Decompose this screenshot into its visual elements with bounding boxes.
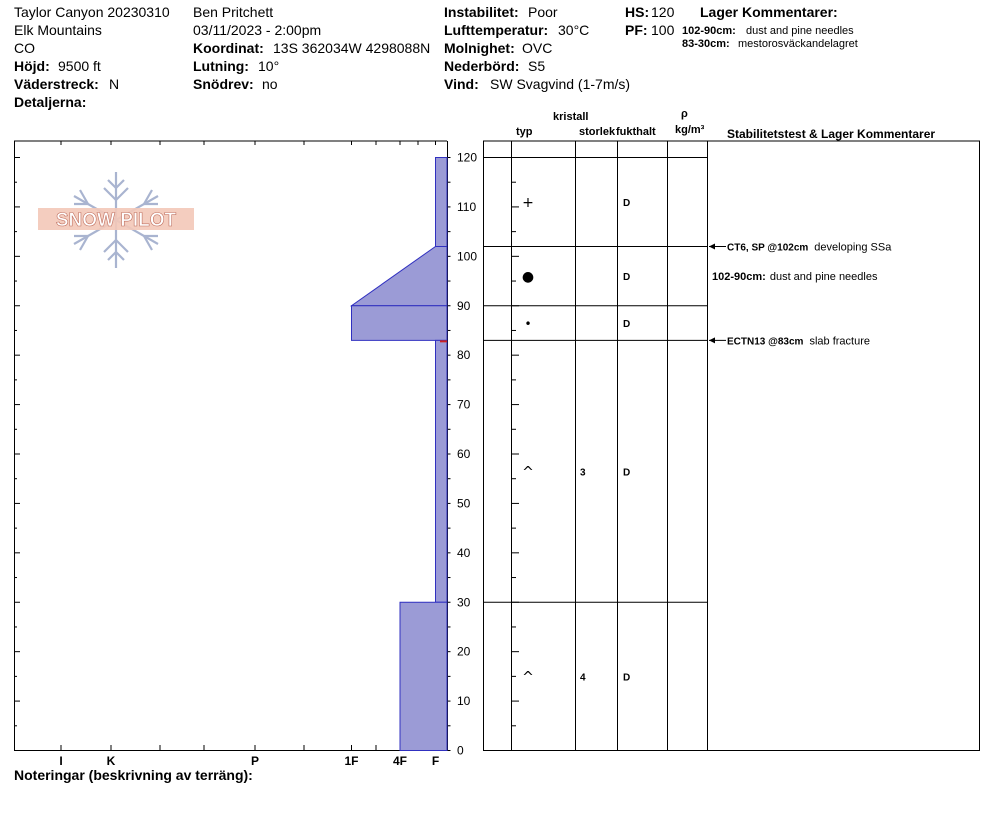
wind-value: SW Svagvind (1-7m/s) bbox=[490, 76, 631, 92]
moisture-value: D bbox=[623, 467, 631, 479]
moisture-value: D bbox=[623, 319, 631, 331]
depth-tick-label: 80 bbox=[457, 348, 471, 363]
depth-tick-label: 90 bbox=[457, 298, 471, 313]
depth-tick-label: 120 bbox=[457, 150, 478, 165]
layer-comment-text: dust and pine needles bbox=[769, 271, 878, 284]
depth-tick-label: 50 bbox=[457, 496, 471, 511]
column-typ: typ bbox=[516, 126, 533, 138]
layer-comment-range-2: 83-30cm: bbox=[682, 38, 730, 50]
hardness-tick-label: K bbox=[106, 754, 116, 768]
test-arrow-head bbox=[709, 243, 715, 249]
elevation-label: Höjd: bbox=[14, 58, 50, 74]
wind-label: Vind: bbox=[444, 76, 479, 92]
state: CO bbox=[14, 40, 35, 56]
column-density-unit: kg/m³ bbox=[675, 124, 705, 136]
drift-label: Snödrev: bbox=[193, 76, 254, 92]
precip-label: Nederbörd: bbox=[444, 58, 520, 74]
snowpilot-logo bbox=[38, 170, 194, 270]
terrain-notes-label: Noteringar (beskrivning av terräng): bbox=[14, 767, 253, 783]
layer-comment-range-1: 102-90cm: bbox=[682, 25, 736, 37]
layer-comment-text-2: mestorosväckandelagret bbox=[738, 38, 858, 50]
coordinate-value: 13S 362034W 4298088N bbox=[273, 40, 431, 56]
depth-tick-label: 100 bbox=[457, 249, 478, 264]
depth-tick-label: 10 bbox=[457, 694, 471, 709]
observer: Ben Pritchett bbox=[193, 4, 274, 20]
elevation-value: 9500 ft bbox=[58, 58, 101, 74]
stability-test-comment: slab fracture bbox=[809, 335, 870, 348]
mountain-range: Elk Mountains bbox=[14, 22, 102, 38]
pf-label: PF: bbox=[625, 22, 648, 38]
moisture-value: D bbox=[623, 272, 631, 284]
column-crystal-top: kristall bbox=[553, 111, 589, 123]
depth-tick-label: 40 bbox=[457, 545, 471, 560]
coordinate-label: Koordinat: bbox=[193, 40, 264, 56]
hardness-layer-5 bbox=[400, 602, 447, 750]
grain-symbol-small-rounds: • bbox=[524, 317, 532, 332]
depth-tick-label: 60 bbox=[457, 447, 471, 461]
grain-symbol-new-snow: + bbox=[522, 194, 534, 211]
depth-tick-label: 70 bbox=[457, 397, 471, 412]
airtemp-value: 30°C bbox=[558, 22, 590, 38]
moisture-value: D bbox=[623, 672, 631, 684]
depth-tick-label: 30 bbox=[457, 595, 471, 610]
column-crystal-bottom: storlek bbox=[579, 126, 616, 138]
hardness-tick-label: 1F bbox=[344, 754, 359, 768]
sky-value: OVC bbox=[522, 40, 553, 56]
test-arrow-head bbox=[709, 337, 715, 343]
hardness-tick-label: P bbox=[250, 754, 260, 768]
airtemp-label: Lufttemperatur: bbox=[444, 22, 549, 38]
drift-value: no bbox=[262, 76, 278, 92]
logo-text: SNOW PILOT bbox=[55, 210, 177, 231]
stability-test-code: ECTN13 @83cm bbox=[727, 336, 804, 348]
site-name: Taylor Canyon 20230310 bbox=[14, 4, 170, 20]
hardness-layer-1 bbox=[436, 158, 448, 247]
layers-table-frame bbox=[484, 141, 980, 751]
depth-tick-label: 0 bbox=[457, 743, 464, 758]
column-moisture: fukthalt bbox=[616, 126, 656, 138]
column-tests: Stabilitetstest & Lager Kommentarer bbox=[727, 127, 936, 141]
slope-label: Lutning: bbox=[193, 58, 249, 74]
precip-value: S5 bbox=[528, 58, 546, 74]
layer-comment-text-1: dust and pine needles bbox=[746, 25, 854, 37]
stability-test-code: CT6, SP @102cm bbox=[727, 242, 809, 254]
hardness-layer-2 bbox=[352, 246, 448, 305]
layer-comments-title: Lager Kommentarer: bbox=[700, 4, 838, 20]
depth-tick-label: 20 bbox=[457, 644, 471, 659]
hardness-layer-3 bbox=[352, 306, 448, 341]
hardness-tick-label: 4F bbox=[392, 754, 408, 768]
grain-symbol-rounded-grains: ● bbox=[521, 269, 535, 286]
layer-comment-range: 102-90cm: bbox=[712, 271, 766, 284]
hardness-tick-label: F bbox=[431, 754, 440, 768]
details-label: Detaljerna: bbox=[14, 94, 87, 110]
slope-value: 10° bbox=[258, 58, 280, 74]
hs-label: HS: bbox=[625, 4, 650, 20]
pf-value: 100 bbox=[651, 22, 675, 38]
aspect-value: N bbox=[109, 76, 120, 92]
column-density-symbol: ρ bbox=[681, 108, 688, 120]
grain-size: 4 bbox=[580, 672, 586, 684]
instability-value: Poor bbox=[528, 4, 558, 20]
depth-tick-label: 110 bbox=[457, 199, 477, 214]
grain-symbol-depth-hoar: ^ bbox=[522, 464, 534, 481]
moisture-value: D bbox=[623, 197, 631, 209]
aspect-label: Väderstreck: bbox=[14, 76, 99, 92]
grain-size: 3 bbox=[580, 467, 586, 479]
hardness-tick-label: I bbox=[59, 754, 63, 768]
observation-datetime: 03/11/2023 - 2:00pm bbox=[193, 22, 322, 38]
stability-test-comment: developing SSa bbox=[814, 241, 892, 254]
hardness-layer-4 bbox=[436, 340, 448, 602]
grain-symbol-depth-hoar: ^ bbox=[522, 669, 534, 686]
hs-value: 120 bbox=[651, 4, 675, 20]
sky-label: Molnighet: bbox=[444, 40, 515, 56]
instability-label: Instabilitet: bbox=[444, 4, 519, 20]
